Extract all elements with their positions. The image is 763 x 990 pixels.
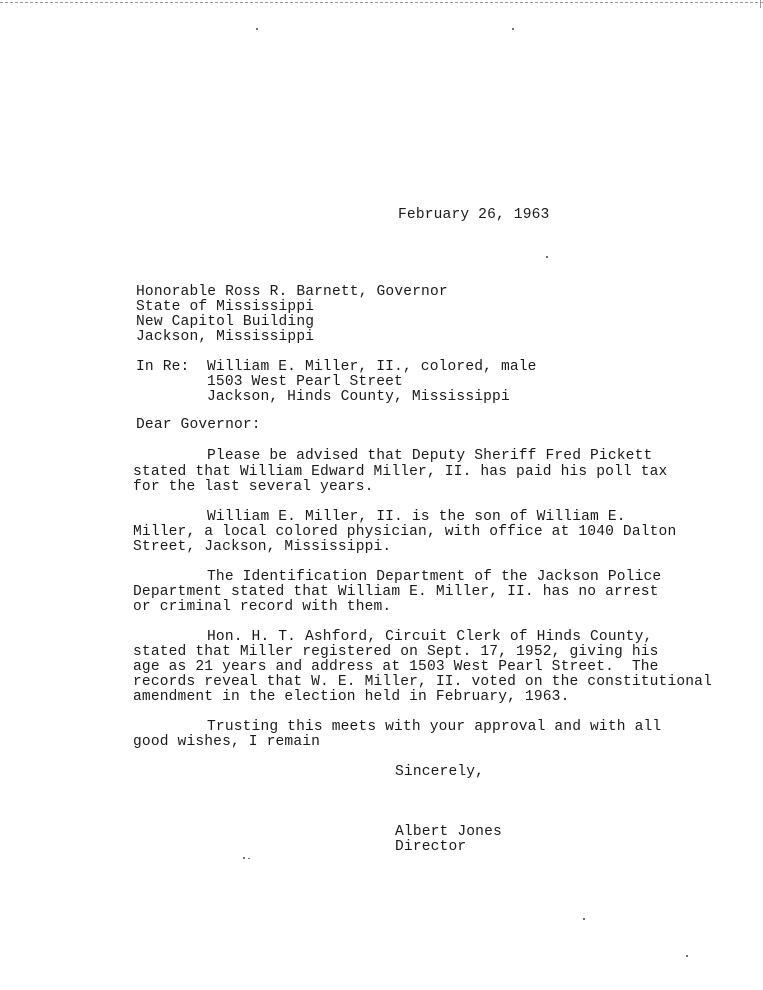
scan-speck (546, 256, 548, 258)
scan-speck (512, 28, 514, 30)
recipient-line: Jackson, Mississippi (136, 329, 315, 345)
scan-speck (248, 858, 250, 859)
scan-speck (583, 918, 585, 920)
page-top-edge (0, 2, 763, 3)
subject-line: William E. Miller, II., colored, male (207, 359, 537, 375)
subject-line: Jackson, Hinds County, Mississippi (207, 389, 510, 405)
body-line: age as 21 years and address at 1503 West Pearl Street. The (133, 659, 659, 675)
body-line: Street, Jackson, Mississippi. (133, 539, 392, 555)
complimentary-close: Sincerely, (395, 764, 485, 780)
body-line: Department stated that William E. Miller, II. has no arrest (133, 584, 659, 600)
recipient-line: New Capitol Building (136, 314, 315, 330)
body-line: stated that William Edward Miller, II. has paid his poll tax (133, 464, 668, 480)
scan-speck (243, 857, 245, 859)
subject-label: In Re: (136, 359, 190, 375)
body-line: good wishes, I remain (133, 734, 321, 750)
signer-name: Albert Jones (395, 824, 502, 840)
subject-line: 1503 West Pearl Street (207, 374, 403, 390)
body-line: Hon. H. T. Ashford, Circuit Clerk of Hinds County, (207, 629, 653, 645)
body-line: amendment in the election held in February, 1963. (133, 689, 570, 705)
body-line: William E. Miller, II. is the son of William E. (207, 509, 626, 525)
scan-speck (256, 28, 258, 30)
page-corner-mark (760, 0, 761, 8)
body-line: Miller, a local colored physician, with office at 1040 Dalton (133, 524, 677, 540)
body-line: Trusting this meets with your approval and with all (207, 719, 662, 735)
letter-date: February 26, 1963 (398, 207, 550, 223)
body-line: for the last several years. (133, 479, 374, 495)
body-line: stated that Miller registered on Sept. 17, 1952, giving his (133, 644, 659, 660)
body-line: records reveal that W. E. Miller, II. voted on the constitutional (133, 674, 712, 690)
salutation: Dear Governor: (136, 417, 261, 433)
recipient-line: State of Mississippi (136, 299, 315, 315)
recipient-line: Honorable Ross R. Barnett, Governor (136, 284, 448, 300)
body-line: or criminal record with them. (133, 599, 392, 615)
body-line: Please be advised that Deputy Sheriff Fred Pickett (207, 448, 653, 464)
signer-title: Director (395, 839, 467, 855)
scan-speck (686, 955, 688, 957)
body-line: The Identification Department of the Jackson Police (207, 569, 662, 585)
